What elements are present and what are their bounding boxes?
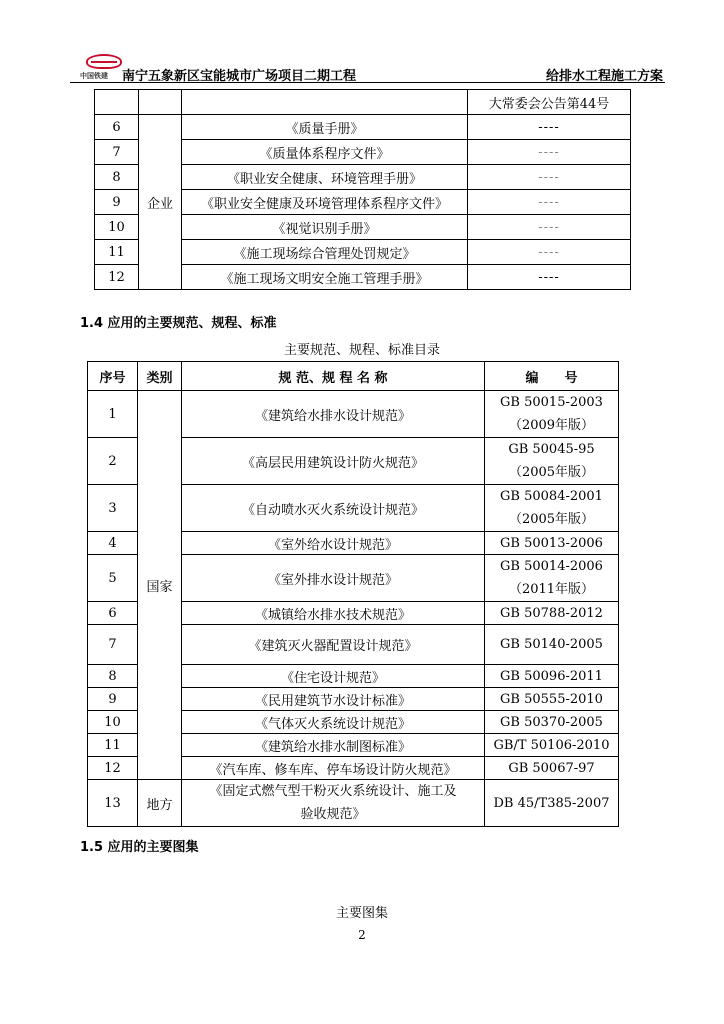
row-number: 7 — [88, 625, 138, 665]
standard-code: GB 50140-2005 — [485, 625, 619, 665]
page-header — [70, 52, 665, 83]
table-row — [88, 780, 619, 827]
document-name: 《施工现场文明安全施工管理手册》 — [182, 265, 468, 290]
code-cell: ---- — [468, 265, 631, 290]
section-heading-1-4: 1.4 应用的主要规范、规程、标准 — [80, 316, 277, 331]
code-cell: ---- — [468, 140, 631, 165]
company-logo — [80, 54, 128, 80]
standard-code — [485, 485, 619, 532]
document-name: 《职业安全健康及环境管理体系程序文件》 — [182, 190, 468, 215]
row-number: 3 — [88, 485, 138, 532]
standard-code: GB 50788-2012 — [485, 602, 619, 625]
document-name: 《质量手册》 — [182, 115, 468, 140]
table-row — [88, 391, 619, 438]
table-row — [95, 115, 631, 140]
header-number: 序号 — [88, 362, 138, 391]
header-name: 规 范、规 程 名 称 — [182, 362, 485, 391]
document-name: 《质量体系程序文件》 — [182, 140, 468, 165]
standard-name: 《住宅设计规范》 — [182, 665, 485, 688]
standard-code — [485, 555, 619, 602]
row-number: 10 — [88, 711, 138, 734]
standard-name: 《城镇给水排水技术规范》 — [182, 602, 485, 625]
standard-name: 《民用建筑节水设计标准》 — [182, 688, 485, 711]
code-cell: ---- — [468, 240, 631, 265]
row-number: 10 — [95, 215, 139, 240]
table-row — [95, 90, 631, 115]
table-header-row — [88, 362, 619, 391]
standard-name: 《自动喷水灭火系统设计规范》 — [182, 485, 485, 532]
logo-text: 中国铁建 — [80, 72, 108, 80]
page-number: 2 — [358, 928, 366, 942]
standards-table — [87, 361, 619, 827]
code-cell: ---- — [468, 215, 631, 240]
row-number: 4 — [88, 532, 138, 555]
row-number: 2 — [88, 438, 138, 485]
document-name: 《职业安全健康、环境管理手册》 — [182, 165, 468, 190]
row-number: 9 — [88, 688, 138, 711]
standard-code: GB 50096-2011 — [485, 665, 619, 688]
category-cell: 企业 — [139, 115, 182, 290]
standard-name: 《建筑给水排水制图标准》 — [182, 734, 485, 757]
standard-code: DB 45/T385-2007 — [485, 780, 619, 827]
category-cell: 地方 — [138, 780, 182, 827]
standard-name: 《高层民用建筑设计防火规范》 — [182, 438, 485, 485]
name-line: 验收规范》 — [300, 807, 366, 822]
standard-name: 《室外排水设计规范》 — [182, 555, 485, 602]
standard-name: 《室外给水设计规范》 — [182, 532, 485, 555]
table-caption: 主要规范、规程、标准目录 — [283, 343, 440, 358]
code-cell: ---- — [468, 190, 631, 215]
standard-code: GB 50013-2006 — [485, 532, 619, 555]
document-name: 《施工现场综合管理处罚规定》 — [182, 240, 468, 265]
row-number: 11 — [88, 734, 138, 757]
code-edition: （2005年版） — [508, 512, 595, 527]
standard-code: GB 50067-97 — [485, 757, 619, 780]
code-line: GB 50084-2001 — [500, 489, 603, 504]
header-category: 类别 — [138, 362, 182, 391]
code-line: GB 50014-2006 — [500, 559, 603, 574]
section-heading-1-5: 1.5 应用的主要图集 — [80, 840, 199, 855]
standard-code — [485, 438, 619, 485]
row-number: 8 — [95, 165, 139, 190]
standard-name: 《汽车库、修车库、停车场设计防火规范》 — [182, 757, 485, 780]
row-number: 12 — [88, 757, 138, 780]
code-cell: ---- — [468, 115, 631, 140]
name-line: 《固定式燃气型干粉灭火系统设计、施工及 — [209, 784, 457, 799]
table-caption: 主要图集 — [335, 906, 388, 921]
row-number: 11 — [95, 240, 139, 265]
enterprise-documents-table — [94, 89, 631, 290]
standard-code — [485, 391, 619, 438]
header-code: 编 号 — [485, 362, 619, 391]
code-edition: （2009年版） — [508, 418, 595, 433]
standard-name — [182, 780, 485, 827]
standard-code: GB/T 50106-2010 — [485, 734, 619, 757]
header-project-title: 南宁五象新区宝能城市广场项目二期工程 — [122, 69, 357, 84]
row-number: 12 — [95, 265, 139, 290]
standard-name: 《气体灭火系统设计规范》 — [182, 711, 485, 734]
document-name: 《视觉识别手册》 — [182, 215, 468, 240]
header-document-title: 给排水工程施工方案 — [545, 69, 663, 84]
row-number: 9 — [95, 190, 139, 215]
row-number: 6 — [88, 602, 138, 625]
standard-code: GB 50370-2005 — [485, 711, 619, 734]
row-number: 13 — [88, 780, 138, 827]
code-cell: ---- — [468, 165, 631, 190]
category-cell: 国家 — [138, 391, 182, 780]
row-number: 6 — [95, 115, 139, 140]
code-line: GB 50015-2003 — [500, 395, 603, 410]
row-number: 8 — [88, 665, 138, 688]
row-number: 1 — [88, 391, 138, 438]
crcc-logo-icon — [86, 54, 122, 69]
code-line: GB 50045-95 — [508, 442, 595, 457]
code-edition: （2005年版） — [508, 465, 595, 480]
code-cell: 大常委会公告第44号 — [468, 90, 631, 115]
row-number: 5 — [88, 555, 138, 602]
standard-name: 《建筑给水排水设计规范》 — [182, 391, 485, 438]
code-edition: （2011年版） — [508, 582, 595, 597]
row-number: 7 — [95, 140, 139, 165]
standard-name: 《建筑灭火器配置设计规范》 — [182, 625, 485, 665]
standard-code: GB 50555-2010 — [485, 688, 619, 711]
